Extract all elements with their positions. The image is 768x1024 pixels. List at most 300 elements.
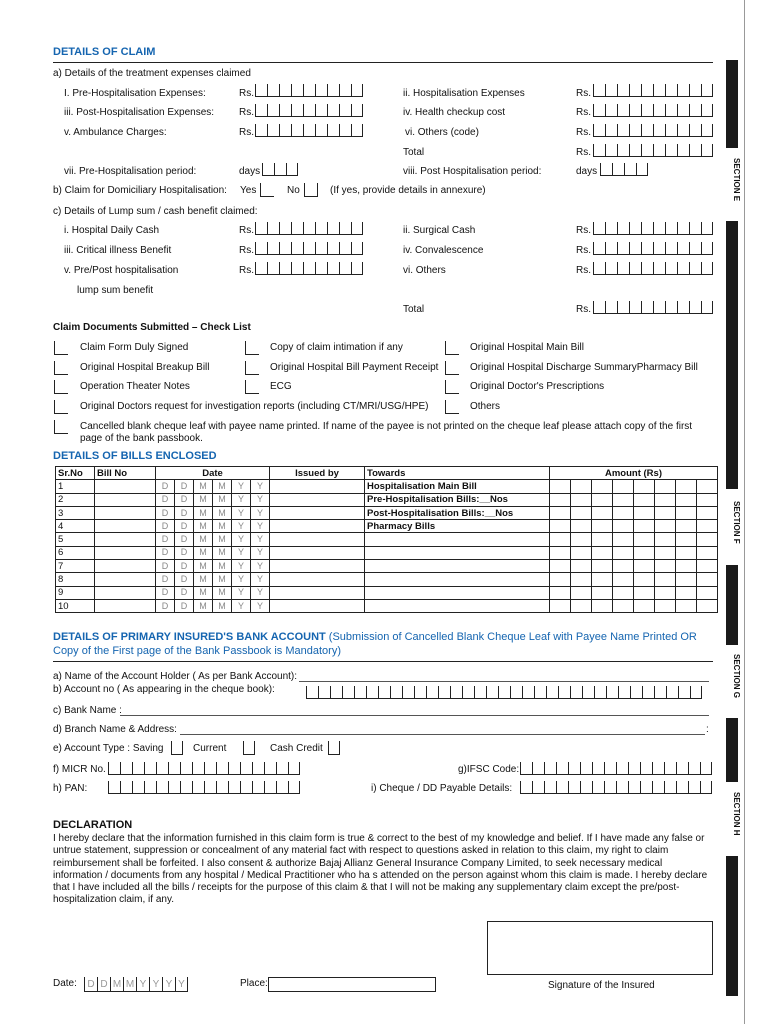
payable-field[interactable] [520, 781, 712, 794]
date-cell[interactable]: M [194, 586, 213, 599]
domiciliary-note: (If yes, provide details in annexure) [330, 185, 486, 196]
amount-cell[interactable] [655, 573, 676, 586]
amount-cell[interactable] [592, 520, 613, 533]
amount-cell[interactable] [697, 533, 718, 546]
amount-cell[interactable] [655, 560, 676, 573]
amount-cell[interactable] [571, 533, 592, 546]
pre-hosp-expenses-field[interactable] [255, 84, 363, 97]
days-label: days [239, 166, 261, 177]
date-cell[interactable]: Y [251, 560, 270, 573]
billno-cell[interactable] [95, 506, 156, 519]
signature-label: Signature of the Insured [548, 980, 655, 991]
towards-cell [365, 586, 550, 599]
date-cell[interactable]: D [156, 560, 175, 573]
date-cell[interactable]: M [213, 560, 232, 573]
amount-cell[interactable] [613, 560, 634, 573]
billno-cell[interactable] [95, 533, 156, 546]
signature-box[interactable] [487, 921, 713, 975]
amount-cell[interactable] [571, 560, 592, 573]
date-cell[interactable]: M [194, 480, 213, 493]
towards-cell [365, 599, 550, 612]
header-issued-by: Issued by [270, 467, 365, 480]
amount-cell[interactable] [613, 480, 634, 493]
check-item-label: Original Doctors request for investigation reports (including CT/MRI/USG/HPE) [80, 401, 429, 412]
date-cell[interactable]: Y [251, 573, 270, 586]
amount-cell[interactable] [676, 533, 697, 546]
amount-cell[interactable] [676, 599, 697, 612]
check-item-label: Operation Theater Notes [80, 381, 190, 392]
date-digit: Y [136, 977, 149, 992]
issued-by-cell[interactable] [270, 506, 365, 519]
date-cell[interactable]: Y [251, 599, 270, 612]
date-cell[interactable]: Y [251, 586, 270, 599]
table-row [56, 506, 718, 519]
date-cell[interactable]: Y [251, 520, 270, 533]
hospital-daily-cash-field[interactable] [255, 222, 363, 235]
date-cell[interactable]: Y [251, 493, 270, 506]
amount-cell[interactable] [613, 586, 634, 599]
date-cell[interactable]: M [213, 599, 232, 612]
amount-cell[interactable] [655, 506, 676, 519]
amount-cell[interactable] [697, 493, 718, 506]
checkbox[interactable] [54, 420, 68, 434]
section-bar-h [726, 856, 738, 996]
total-field[interactable] [593, 144, 713, 157]
amount-cell[interactable] [676, 560, 697, 573]
amount-cell[interactable] [613, 493, 634, 506]
checkbox[interactable] [54, 361, 68, 375]
post-hosp-period-label: viii. Post Hospitalisation period: [403, 166, 542, 177]
amount-cell[interactable] [550, 493, 571, 506]
issued-by-cell[interactable] [270, 520, 365, 533]
rs-label: Rs. [576, 88, 591, 99]
amount-cell[interactable] [697, 546, 718, 559]
amount-cell[interactable] [634, 546, 655, 559]
date-cell[interactable]: D [156, 599, 175, 612]
billno-cell[interactable] [95, 546, 156, 559]
check-item-label: Original Hospital Breakup Bill [80, 362, 210, 373]
bank-title-rule [53, 661, 713, 662]
srno-cell: 10 [56, 599, 95, 612]
ambulance-charges-label: v. Ambulance Charges: [64, 127, 167, 138]
table-row [56, 480, 718, 493]
date-cell[interactable]: M [213, 506, 232, 519]
check-item-label: Claim Form Duly Signed [80, 342, 189, 353]
amount-cell[interactable] [634, 586, 655, 599]
payable-label: i) Cheque / DD Payable Details: [371, 783, 513, 794]
date-cell[interactable]: Y [232, 560, 251, 573]
amount-cell[interactable] [676, 506, 697, 519]
date-cell[interactable]: M [194, 520, 213, 533]
checkbox[interactable] [54, 400, 68, 414]
billno-cell[interactable] [95, 586, 156, 599]
amount-cell[interactable] [550, 599, 571, 612]
health-checkup-field[interactable] [593, 104, 713, 117]
amount-cell[interactable] [592, 533, 613, 546]
date-cell[interactable]: D [175, 480, 194, 493]
section-g-label: SECTION G [732, 653, 741, 698]
domiciliary-yes-checkbox[interactable] [260, 183, 274, 197]
table-row [56, 546, 718, 559]
amount-cell[interactable] [634, 573, 655, 586]
date-cell[interactable]: M [213, 480, 232, 493]
amount-cell[interactable] [571, 546, 592, 559]
amount-cell[interactable] [676, 573, 697, 586]
rs-label: Rs. [576, 225, 591, 236]
lump-sum-label: c) Details of Lump sum / cash benefit claimed: [53, 206, 258, 217]
check-item-label: Original Hospital Main Bill [470, 342, 584, 353]
bills-section-title: DETAILS OF BILLS ENCLOSED [53, 450, 217, 462]
lump-others-field[interactable] [593, 262, 713, 275]
section-e-label: SECTION E [732, 158, 741, 202]
checkbox[interactable] [445, 341, 459, 355]
colon: : [706, 724, 709, 735]
date-cell[interactable]: D [175, 506, 194, 519]
amount-cell[interactable] [550, 560, 571, 573]
amount-cell[interactable] [550, 533, 571, 546]
amount-cell[interactable] [571, 586, 592, 599]
towards-cell: Post-Hospitalisation Bills:__Nos [365, 506, 550, 519]
date-cell[interactable]: M [194, 546, 213, 559]
amount-cell[interactable] [676, 586, 697, 599]
issued-by-cell[interactable] [270, 546, 365, 559]
amount-cell[interactable] [592, 480, 613, 493]
issued-by-cell[interactable] [270, 573, 365, 586]
checkbox[interactable] [245, 361, 259, 375]
saving-checkbox[interactable] [171, 741, 183, 755]
checkbox[interactable] [245, 341, 259, 355]
date-cell[interactable]: D [156, 493, 175, 506]
no-label: No [287, 185, 300, 196]
date-cell[interactable]: M [194, 506, 213, 519]
date-digit: M [110, 977, 123, 992]
checkbox[interactable] [54, 341, 68, 355]
amount-cell[interactable] [550, 546, 571, 559]
amount-cell[interactable] [697, 480, 718, 493]
account-type-label: e) Account Type : Saving [53, 743, 164, 754]
bank-name-label: c) Bank Name : [53, 705, 122, 716]
amount-cell[interactable] [550, 586, 571, 599]
check-item-label: ECG [270, 381, 292, 392]
date-digit: D [97, 977, 110, 992]
amount-cell[interactable] [571, 493, 592, 506]
date-cell[interactable]: M [213, 573, 232, 586]
amount-cell[interactable] [697, 520, 718, 533]
amount-cell[interactable] [697, 586, 718, 599]
header-billno: Bill No [95, 467, 156, 480]
treatment-expenses-label: a) Details of the treatment expenses claimed [53, 68, 251, 79]
towards-cell [365, 573, 550, 586]
declaration-date-field[interactable] [84, 977, 188, 992]
date-cell[interactable]: M [213, 586, 232, 599]
date-cell[interactable]: D [175, 533, 194, 546]
amount-cell[interactable] [655, 586, 676, 599]
section-h-label: SECTION H [732, 792, 741, 836]
table-row [56, 560, 718, 573]
date-cell[interactable]: D [175, 573, 194, 586]
date-cell[interactable]: D [175, 493, 194, 506]
amount-cell[interactable] [655, 533, 676, 546]
date-cell[interactable]: D [156, 506, 175, 519]
check-item-label: Cancelled blank cheque leaf with payee name printed. If name of the payee is not printed on the cheque leaf please attach copy of the first [80, 421, 693, 432]
date-cell[interactable]: D [156, 533, 175, 546]
date-cell[interactable]: D [156, 573, 175, 586]
amount-cell[interactable] [592, 573, 613, 586]
billno-cell[interactable] [95, 493, 156, 506]
rs-label: Rs. [239, 127, 254, 138]
checklist-title: Claim Documents Submitted – Check List [53, 322, 251, 333]
date-cell[interactable]: Y [251, 546, 270, 559]
bank-section-title [53, 631, 697, 643]
date-cell[interactable]: Y [251, 480, 270, 493]
amount-cell[interactable] [613, 573, 634, 586]
date-cell[interactable]: D [175, 520, 194, 533]
rs-label: Rs. [239, 107, 254, 118]
bank-name-input[interactable] [120, 715, 709, 716]
hosp-expenses-field[interactable] [593, 84, 713, 97]
table-row [56, 573, 718, 586]
ifsc-field[interactable] [520, 762, 712, 775]
amount-cell[interactable] [697, 599, 718, 612]
surgical-cash-label: ii. Surgical Cash [403, 225, 476, 236]
amount-cell[interactable] [592, 560, 613, 573]
cash-credit-checkbox[interactable] [328, 741, 340, 755]
date-cell[interactable]: D [175, 599, 194, 612]
amount-cell[interactable] [571, 480, 592, 493]
amount-cell[interactable] [634, 520, 655, 533]
date-cell[interactable]: M [194, 573, 213, 586]
billno-cell[interactable] [95, 480, 156, 493]
amount-cell[interactable] [592, 599, 613, 612]
branch-input[interactable] [180, 734, 705, 735]
amount-cell[interactable] [613, 520, 634, 533]
srno-cell: 8 [56, 573, 95, 586]
amount-cell[interactable] [655, 546, 676, 559]
date-cell[interactable]: M [213, 520, 232, 533]
towards-cell: Pre-Hospitalisation Bills:__Nos [365, 493, 550, 506]
date-cell[interactable]: Y [232, 480, 251, 493]
pre-hosp-expenses-label: I. Pre-Hospitalisation Expenses: [64, 88, 206, 99]
issued-by-cell[interactable] [270, 493, 365, 506]
hospital-daily-cash-label: i. Hospital Daily Cash [64, 225, 160, 236]
date-cell[interactable]: M [194, 493, 213, 506]
lump-total-field[interactable] [593, 301, 713, 314]
amount-cell[interactable] [655, 480, 676, 493]
bank-title-note-2: Copy of the First page of the Bank Passbook is Mandatory) [53, 645, 341, 657]
checkbox[interactable] [445, 380, 459, 394]
amount-cell[interactable] [592, 586, 613, 599]
cash-credit-label: Cash Credit [270, 743, 323, 754]
account-holder-input[interactable] [299, 681, 709, 682]
date-cell[interactable]: M [213, 533, 232, 546]
amount-cell[interactable] [592, 493, 613, 506]
issued-by-cell[interactable] [270, 586, 365, 599]
amount-cell[interactable] [592, 546, 613, 559]
place-input[interactable] [268, 977, 436, 992]
table-row [56, 599, 718, 612]
date-digit: Y [149, 977, 162, 992]
date-cell[interactable]: Y [232, 506, 251, 519]
billno-cell[interactable] [95, 560, 156, 573]
table-row [56, 493, 718, 506]
check-item-label: Original Hospital Discharge SummaryPharmacy Bill [470, 362, 698, 373]
amount-cell[interactable] [697, 506, 718, 519]
date-cell[interactable]: D [156, 520, 175, 533]
header-towards: Towards [365, 467, 550, 480]
issued-by-cell[interactable] [270, 599, 365, 612]
others-code-field[interactable] [593, 124, 713, 137]
current-checkbox[interactable] [243, 741, 255, 755]
date-digit: D [84, 977, 97, 992]
account-no-field[interactable] [306, 686, 702, 699]
date-cell[interactable]: D [175, 546, 194, 559]
amount-cell[interactable] [571, 599, 592, 612]
towards-cell [365, 546, 550, 559]
amount-cell[interactable] [613, 533, 634, 546]
billno-cell[interactable] [95, 520, 156, 533]
surgical-cash-field[interactable] [593, 222, 713, 235]
rs-label: Rs. [576, 147, 591, 158]
date-cell[interactable]: Y [251, 506, 270, 519]
date-cell[interactable]: M [194, 599, 213, 612]
date-cell[interactable]: M [213, 546, 232, 559]
pan-field[interactable] [108, 781, 300, 794]
amount-cell[interactable] [634, 560, 655, 573]
place-label: Place: [240, 978, 268, 989]
date-cell[interactable]: D [175, 586, 194, 599]
date-digit: Y [162, 977, 175, 992]
date-cell[interactable]: M [194, 560, 213, 573]
date-cell[interactable]: Y [232, 520, 251, 533]
date-cell[interactable]: D [156, 546, 175, 559]
date-cell[interactable]: Y [232, 586, 251, 599]
yes-label: Yes [240, 185, 257, 196]
issued-by-cell[interactable] [270, 533, 365, 546]
billno-cell[interactable] [95, 599, 156, 612]
issued-by-cell[interactable] [270, 480, 365, 493]
claim-section-title: DETAILS OF CLAIM [53, 46, 156, 58]
date-cell[interactable]: Y [232, 533, 251, 546]
amount-cell[interactable] [697, 573, 718, 586]
amount-cell[interactable] [550, 506, 571, 519]
bank-title-note: (Submission of Cancelled Blank Cheque Leaf with Payee Name Printed OR [328, 631, 697, 643]
check-item-label: Others [470, 401, 501, 412]
amount-cell[interactable] [592, 506, 613, 519]
amount-cell[interactable] [550, 520, 571, 533]
amount-cell[interactable] [634, 480, 655, 493]
date-label: Date: [53, 978, 77, 989]
amount-cell[interactable] [676, 546, 697, 559]
bills-table [55, 466, 718, 613]
pan-label: h) PAN: [53, 783, 88, 794]
lump-sum-benefit-label: lump sum benefit [77, 285, 154, 296]
amount-cell[interactable] [676, 480, 697, 493]
checkbox[interactable] [445, 361, 459, 375]
post-hosp-expenses-field[interactable] [255, 104, 363, 117]
srno-cell: 3 [56, 506, 95, 519]
convalescence-field[interactable] [593, 242, 713, 255]
date-cell[interactable]: Y [232, 573, 251, 586]
hosp-expenses-label: ii. Hospitalisation Expenses [403, 88, 525, 99]
rs-label: Rs. [576, 127, 591, 138]
checkbox[interactable] [245, 380, 259, 394]
amount-cell[interactable] [676, 520, 697, 533]
amount-cell[interactable] [571, 506, 592, 519]
date-cell[interactable]: M [213, 493, 232, 506]
date-cell[interactable]: M [194, 533, 213, 546]
claim-title-rule [53, 62, 713, 63]
rs-label: Rs. [576, 107, 591, 118]
domiciliary-label: b) Claim for Domiciliary Hospitalisation: [53, 185, 227, 196]
branch-label: d) Branch Name & Address: [53, 724, 177, 735]
issued-by-cell[interactable] [270, 560, 365, 573]
ambulance-charges-field[interactable] [255, 124, 363, 137]
srno-cell: 9 [56, 586, 95, 599]
date-cell[interactable]: Y [232, 493, 251, 506]
check-item-label: Copy of claim intimation if any [270, 342, 403, 353]
rs-label: Rs. [239, 225, 254, 236]
lump-others-label: vi. Others [403, 265, 446, 276]
account-holder-label: a) Name of the Account Holder ( As per Bank Account): [53, 671, 298, 682]
billno-cell[interactable] [95, 573, 156, 586]
critical-illness-field[interactable] [255, 242, 363, 255]
post-hosp-period-field[interactable] [600, 163, 648, 176]
rs-label: Rs. [576, 304, 591, 315]
date-cell[interactable]: D [156, 480, 175, 493]
amount-cell[interactable] [613, 599, 634, 612]
amount-cell[interactable] [571, 573, 592, 586]
amount-cell[interactable] [676, 493, 697, 506]
amount-cell[interactable] [571, 520, 592, 533]
current-label: Current [193, 743, 227, 754]
amount-cell[interactable] [550, 573, 571, 586]
srno-cell: 1 [56, 480, 95, 493]
amount-cell[interactable] [613, 546, 634, 559]
amount-cell[interactable] [634, 506, 655, 519]
domiciliary-no-checkbox[interactable] [304, 183, 318, 197]
amount-cell[interactable] [634, 493, 655, 506]
date-cell[interactable]: D [175, 560, 194, 573]
section-bar-f [726, 565, 738, 645]
amount-cell[interactable] [697, 560, 718, 573]
amount-cell[interactable] [613, 506, 634, 519]
micr-field[interactable] [108, 762, 300, 775]
account-no-label: b) Account no ( As appearing in the cheque book): [53, 684, 275, 695]
date-cell[interactable]: Y [232, 546, 251, 559]
amount-cell[interactable] [655, 520, 676, 533]
checkbox[interactable] [445, 400, 459, 414]
pre-hosp-period-field[interactable] [262, 163, 298, 176]
section-f-label: SECTION F [732, 500, 741, 544]
amount-cell[interactable] [655, 599, 676, 612]
check-item-label: Original Hospital Bill Payment Receipt [270, 362, 439, 373]
date-cell[interactable]: Y [232, 599, 251, 612]
amount-cell[interactable] [634, 533, 655, 546]
checkbox[interactable] [54, 380, 68, 394]
amount-cell[interactable] [550, 480, 571, 493]
pre-post-hosp-field[interactable] [255, 262, 363, 275]
amount-cell[interactable] [655, 493, 676, 506]
date-cell[interactable]: Y [251, 533, 270, 546]
towards-cell [365, 560, 550, 573]
rs-label: Rs. [576, 245, 591, 256]
declaration-title: DECLARATION [53, 819, 133, 831]
right-margin-line [744, 0, 745, 1024]
amount-cell[interactable] [634, 599, 655, 612]
srno-cell: 2 [56, 493, 95, 506]
date-cell[interactable]: D [156, 586, 175, 599]
pre-hosp-period-label: vii. Pre-Hospitalisation period: [64, 166, 197, 177]
